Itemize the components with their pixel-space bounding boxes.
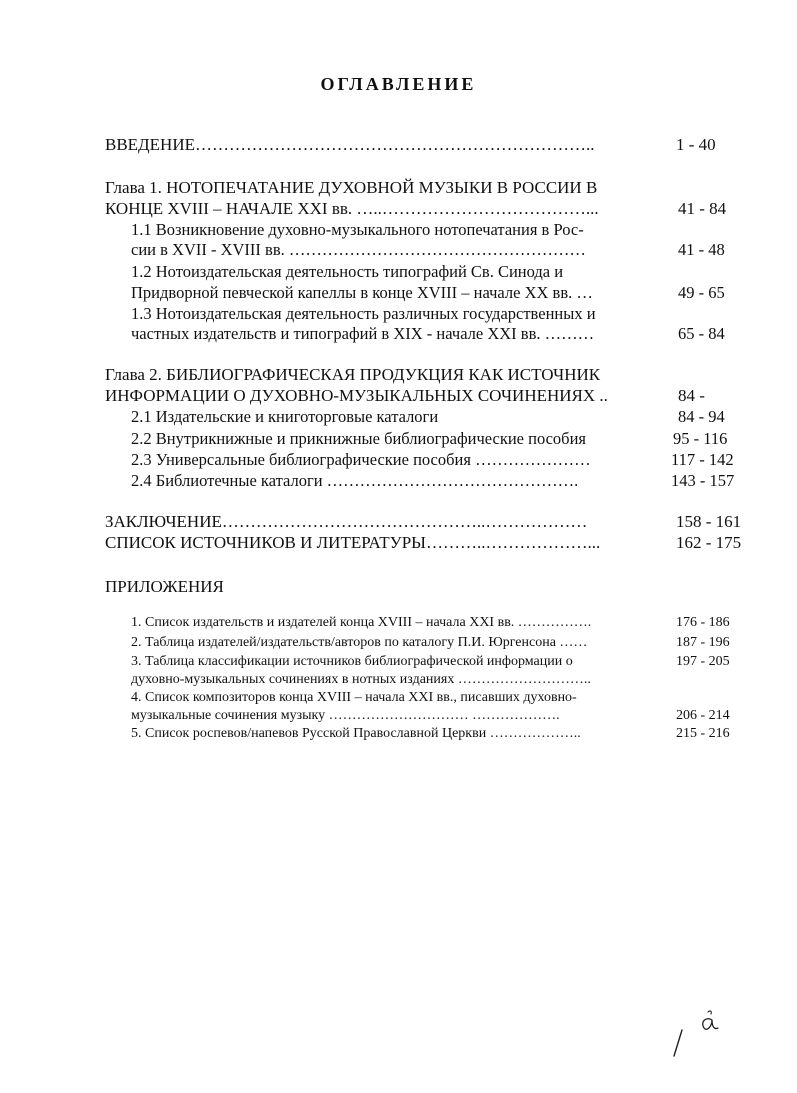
appendices-heading: ПРИЛОЖЕНИЯ bbox=[105, 577, 224, 596]
toc-section-1-2-line2: Придворной певческой капеллы в конце XVIII – начале XX вв. … bbox=[131, 283, 593, 302]
toc-chapter2-pages: 84 - bbox=[678, 386, 705, 405]
toc-conclusion-pages: 158 - 161 bbox=[676, 512, 742, 531]
appendix-1: 1. Список издательств и издателей конца XVIII – начала XXI вв. ……………. bbox=[131, 615, 592, 630]
toc-chapter1-pages: 41 - 84 bbox=[678, 199, 727, 218]
appendix-3-line2: духовно-музыкальных сочинениях в нотных изданиях ……………………….. bbox=[131, 672, 591, 687]
appendix-5-pages: 215 - 216 bbox=[676, 726, 730, 741]
toc-chapter2-title-line1: Глава 2. БИБЛИОГРАФИЧЕСКАЯ ПРОДУКЦИЯ КАК ИСТОЧНИК bbox=[105, 365, 601, 384]
page-title: ОГЛАВЛЕНИЕ bbox=[320, 74, 477, 94]
toc-section-1-3-line1: 1.3 Нотоиздательская деятельность различных государственных и bbox=[131, 304, 596, 323]
toc-sources: СПИСОК ИСТОЧНИКОВ И ЛИТЕРАТУРЫ………..………………... bbox=[105, 533, 601, 552]
toc-section-1-1-pages: 41 - 48 bbox=[678, 240, 725, 259]
toc-conclusion: ЗАКЛЮЧЕНИЕ………………………………………..……………… bbox=[105, 512, 588, 531]
toc-section-2-1: 2.1 Издательские и книготорговые каталоги bbox=[131, 407, 439, 426]
appendix-4-line2: музыкальные сочинения музыку ………………………… ………………. bbox=[131, 708, 560, 723]
appendix-3-line1: 3. Таблица классификации источников библиографической информации о bbox=[131, 654, 573, 669]
appendix-3-pages: 197 - 205 bbox=[676, 654, 730, 669]
toc-section-2-4: 2.4 Библиотечные каталоги ………………………………………. bbox=[131, 471, 579, 490]
appendix-4-line1: 4. Список композиторов конца XVIII – начала XXI вв., писавших духовно- bbox=[131, 690, 577, 705]
toc-section-1-2-line1: 1.2 Нотоиздательская деятельность типографий Св. Синода и bbox=[131, 262, 564, 281]
handwritten-mark bbox=[668, 1008, 728, 1058]
toc-section-2-2: 2.2 Внутрикнижные и прикнижные библиографические пособия bbox=[131, 429, 586, 448]
appendix-1-pages: 176 - 186 bbox=[676, 615, 730, 630]
toc-section-1-1-line2: сии в XVII - XVIII вв. ……………………………………………… bbox=[131, 240, 586, 259]
toc-section-1-3-line2: частных издательств и типографий в XIX - начале XXI вв. ……… bbox=[131, 324, 595, 343]
toc-section-2-4-pages: 143 - 157 bbox=[671, 471, 735, 490]
toc-sources-pages: 162 - 175 bbox=[676, 533, 742, 552]
toc-section-1-2-pages: 49 - 65 bbox=[678, 283, 725, 302]
appendix-2-pages: 187 - 196 bbox=[676, 635, 730, 650]
toc-section-1-3-pages: 65 - 84 bbox=[678, 324, 725, 343]
toc-section-2-3-pages: 117 - 142 bbox=[671, 450, 734, 469]
toc-chapter1-title-line1: Глава 1. НОТОПЕЧАТАНИЕ ДУХОВНОЙ МУЗЫКИ В РОССИИ В bbox=[105, 178, 598, 197]
toc-section-2-2-pages: 95 - 116 bbox=[673, 429, 728, 448]
toc-section-1-1-line1: 1.1 Возникновение духовно-музыкального нотопечатания в Рос- bbox=[131, 220, 584, 239]
appendix-5: 5. Список роспевов/напевов Русской Православной Церкви ……………….. bbox=[131, 726, 581, 741]
toc-chapter2-title-line2: ИНФОРМАЦИИ О ДУХОВНО-МУЗЫКАЛЬНЫХ СОЧИНЕНИЯХ .. bbox=[105, 386, 608, 405]
appendix-4-pages: 206 - 214 bbox=[676, 708, 730, 723]
appendix-2: 2. Таблица издателей/издательств/авторов по каталогу П.И. Юргенсона …… bbox=[131, 635, 588, 650]
toc-section-2-3: 2.3 Универсальные библиографические пособия ………………… bbox=[131, 450, 591, 469]
toc-section-2-1-pages: 84 - 94 bbox=[678, 407, 725, 426]
toc-chapter1-title-line2: КОНЦЕ XVIII – НАЧАЛЕ XXI вв. …..………………………………... bbox=[105, 199, 599, 218]
toc-intro-title: ВВЕДЕНИЕ…………………………………………………………….. bbox=[105, 135, 595, 154]
toc-intro-pages: 1 - 40 bbox=[676, 135, 716, 154]
